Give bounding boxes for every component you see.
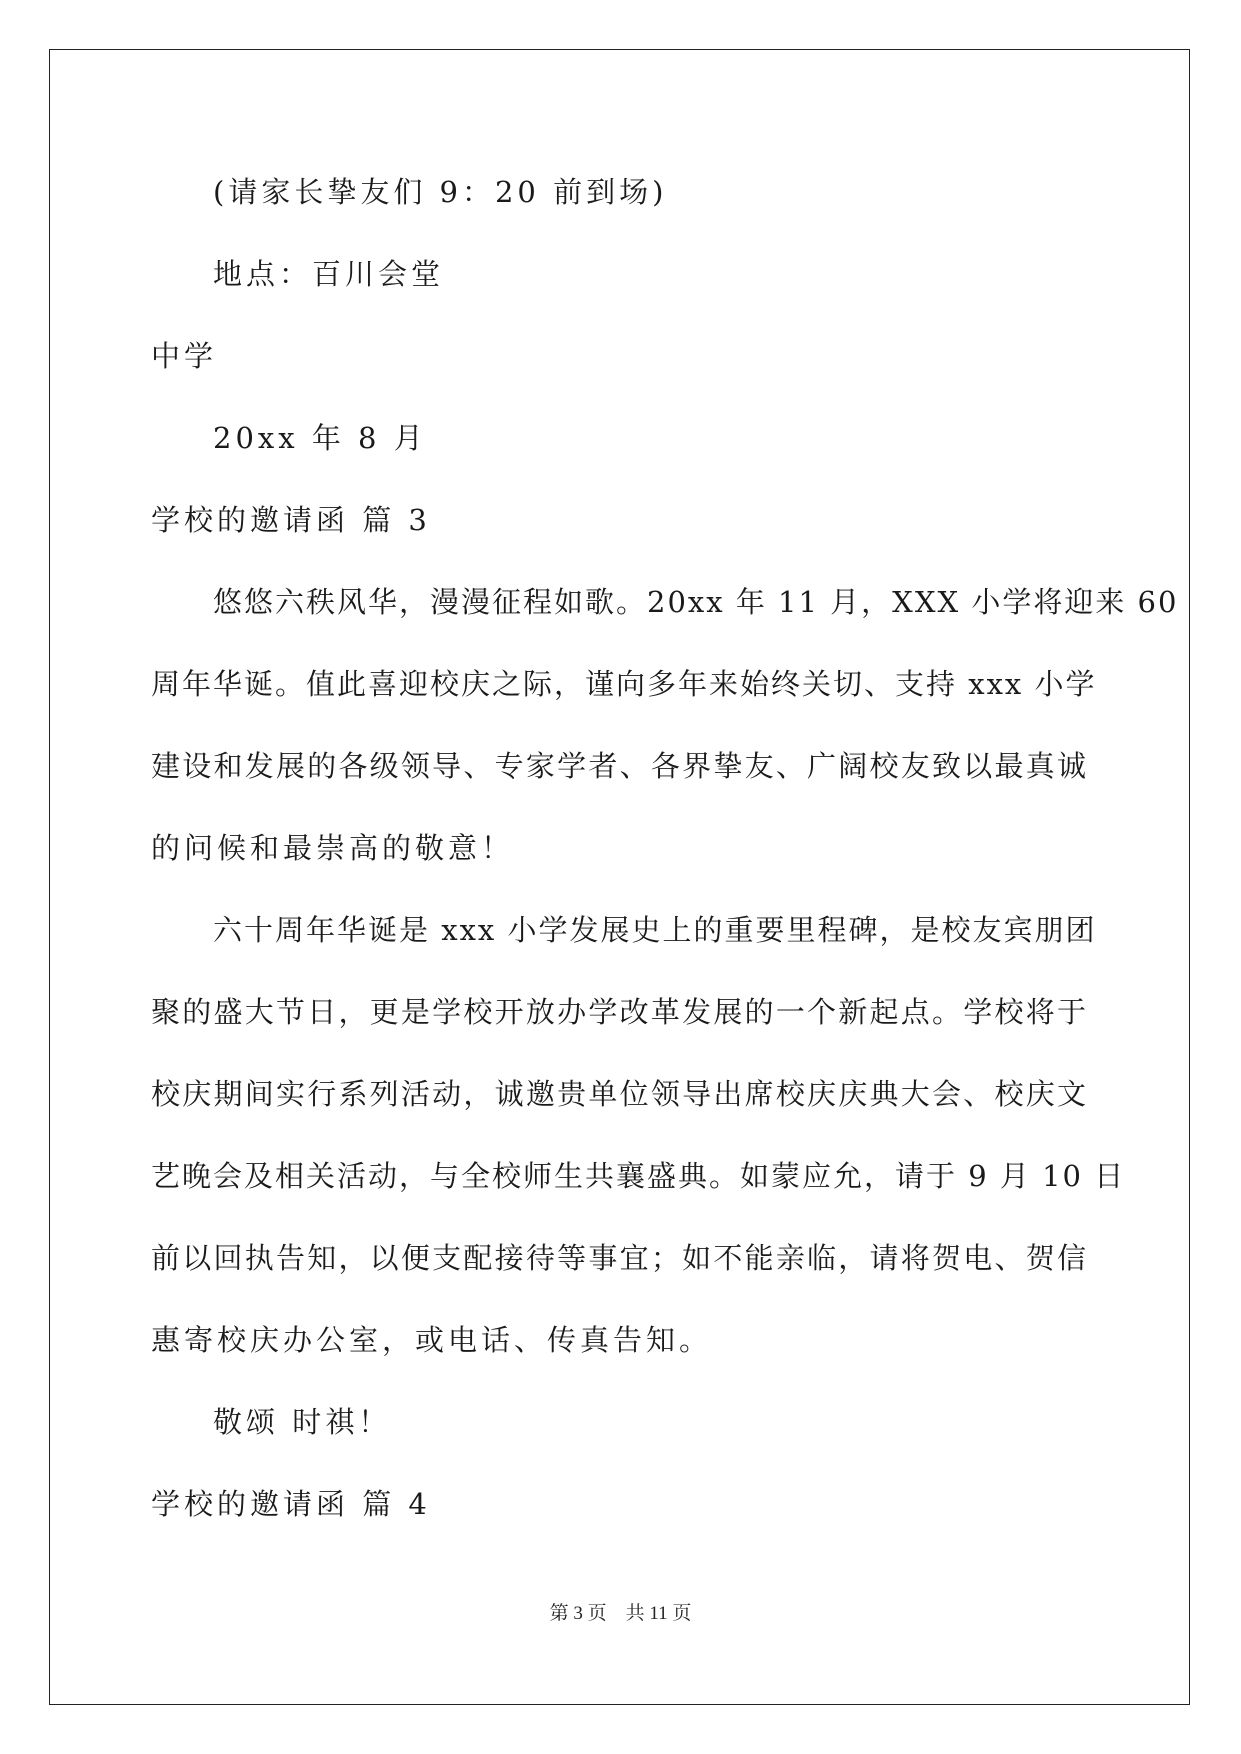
paragraph-line: 艺晚会及相关活动，与全校师生共襄盛典。如蒙应允，请于 9 月 10 日 bbox=[151, 1159, 1126, 1193]
paragraph-line: 前以回执告知，以便支配接待等事宜；如不能亲临，请将贺电、贺信 bbox=[151, 1241, 1088, 1275]
section-heading-4: 学校的邀请函 篇 4 bbox=[151, 1487, 431, 1521]
paragraph-line: 周年华诞。值此喜迎校庆之际，谨向多年来始终关切、支持 xxx 小学 bbox=[151, 667, 1097, 701]
paragraph-line: 建设和发展的各级领导、专家学者、各界挚友、广阔校友致以最真诚 bbox=[151, 749, 1088, 783]
page-number-footer: 第 3 页 共 11 页 bbox=[549, 1603, 692, 1624]
location-line: 地点：百川会堂 bbox=[213, 257, 445, 291]
paragraph-line: 的问候和最崇高的敬意！ bbox=[151, 831, 515, 865]
closing-salutation: 敬颂 时祺！ bbox=[213, 1405, 392, 1439]
arrival-note: (请家长挚友们 9：20 前到场) bbox=[213, 175, 668, 209]
paragraph-line: 六十周年华诞是 xxx 小学发展史上的重要里程碑，是校友宾朋团 bbox=[213, 913, 1097, 947]
section-heading-3: 学校的邀请函 篇 3 bbox=[151, 503, 431, 537]
page-frame bbox=[49, 49, 1190, 1705]
paragraph-line: 校庆期间实行系列活动，诚邀贵单位领导出席校庆庆典大会、校庆文 bbox=[151, 1077, 1088, 1111]
paragraph-line: 悠悠六秩风华，漫漫征程如歌。20xx 年 11 月，XXX 小学将迎来 60 bbox=[213, 585, 1179, 619]
date-line: 20xx 年 8 月 bbox=[213, 421, 427, 455]
paragraph-line: 惠寄校庆办公室，或电话、传真告知。 bbox=[151, 1323, 713, 1357]
paragraph-line: 聚的盛大节日，更是学校开放办学改革发展的一个新起点。学校将于 bbox=[151, 995, 1088, 1029]
school-name: 中学 bbox=[151, 339, 218, 373]
